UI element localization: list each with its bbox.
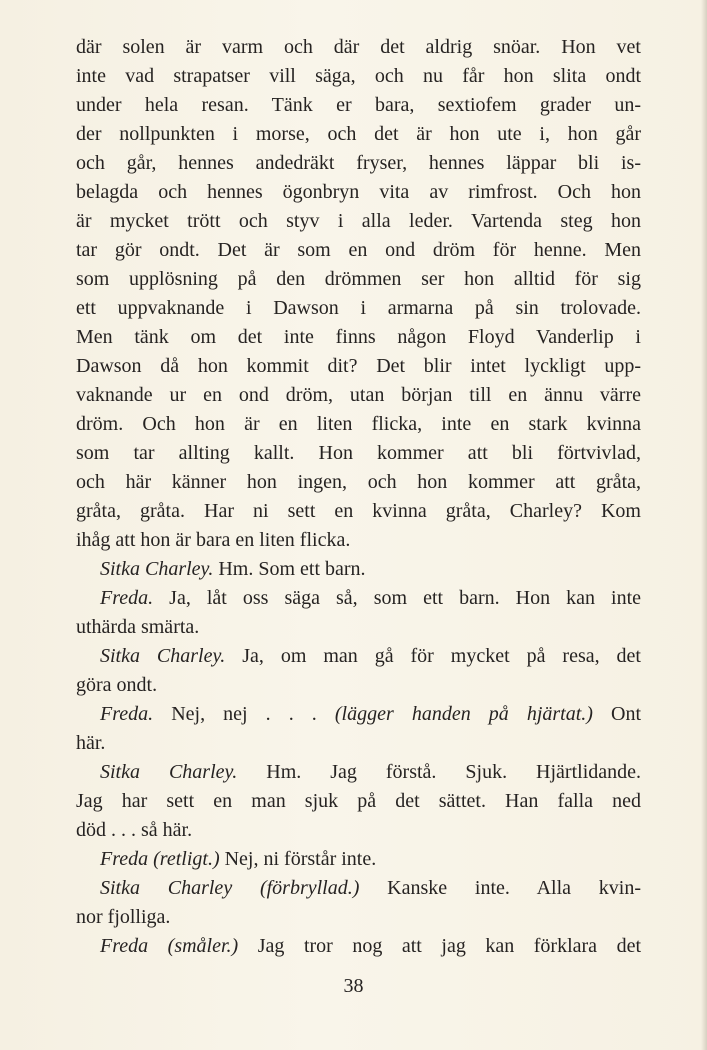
dialogue-text: Ja, om man gå för mycket på resa, det	[242, 645, 641, 667]
dialogue-text: Nej, nej . . .	[171, 703, 317, 725]
text-line: vaknande ur en ond dröm, utan början till en ännu värre	[76, 384, 641, 406]
text-line: och går, hennes andedräkt fryser, hennes läppar bli is-	[76, 152, 641, 174]
text-line: här.	[76, 732, 106, 754]
speaker-name: Sitka Charley.	[100, 558, 214, 580]
dialogue-line	[76, 874, 641, 903]
text-line: och här känner hon ingen, och hon kommer att gråta,	[76, 471, 641, 493]
speaker-name: Sitka Charley.	[100, 761, 238, 783]
speaker-name: Sitka Charley.	[100, 645, 226, 667]
dialogue-line	[76, 555, 641, 584]
dialogue-line	[76, 700, 641, 729]
dialogue-text: Jag tror nog att jag kan förklara det	[257, 935, 641, 957]
speaker-name: Sitka Charley	[100, 877, 233, 899]
speaker-name: Freda.	[100, 703, 154, 725]
text-line: ihåg att hon är bara en liten flicka.	[76, 529, 351, 551]
dialogue-text: Nej, ni förstår inte.	[224, 848, 377, 870]
dialogue-line	[76, 758, 641, 787]
text-line: där solen är varm och där det aldrig snöar. Hon vet	[76, 36, 641, 58]
text-line: gråta, gråta. Har ni sett en kvinna gråta, Charley? Kom	[76, 500, 641, 522]
text-line: under hela resan. Tänk er bara, sextiofem grader un-	[76, 94, 641, 116]
text-line: är mycket trött och styv i alla leder. Vartenda steg hon	[76, 210, 641, 232]
speaker-name: Freda	[100, 848, 149, 870]
stage-direction: (retligt.)	[153, 848, 220, 870]
stage-direction: (förbryllad.)	[259, 877, 360, 899]
text-line: Men tänk om det inte finns någon Floyd Vanderlip i	[76, 326, 641, 348]
dialogue-line	[76, 642, 641, 671]
dialogue-line	[76, 932, 641, 961]
stage-direction: (småler.)	[167, 935, 239, 957]
dialogue-line	[76, 584, 641, 613]
text-line: göra ondt.	[76, 674, 158, 696]
text-line: dröm. Och hon är en liten flicka, inte en stark kvinna	[76, 413, 641, 435]
dialogue-text: Ja, låt oss säga så, som ett barn. Hon kan inte	[169, 587, 641, 609]
dialogue-text: Hm. Som ett barn.	[218, 558, 366, 580]
text-line: ett uppvaknande i Dawson i armarna på sin trolovade.	[76, 297, 641, 319]
text-line: Dawson då hon kommit dit? Det blir intet lyckligt upp-	[76, 355, 641, 377]
text-line: belagda och hennes ögonbryn vita av rimfrost. Och hon	[76, 181, 641, 203]
dialogue-text: Hm. Jag förstå. Sjuk. Hjärtlidande.	[266, 761, 641, 783]
speaker-name: Freda.	[100, 587, 154, 609]
speaker-name: Freda	[100, 935, 149, 957]
dialogue-text: Kanske inte. Alla kvin-	[387, 877, 641, 899]
dialogue-line	[76, 845, 641, 874]
text-line: som upplösning på den drömmen ser hon alltid för sig	[76, 268, 641, 290]
stage-direction: (lägger handen på hjärtat.)	[334, 703, 593, 725]
text-line: der nollpunkten i morse, och det är hon ute i, hon går	[76, 123, 641, 145]
text-line: inte vad strapatser vill säga, och nu får hon slita ondt	[76, 65, 641, 87]
text-line: som tar allting kallt. Hon kommer att bli förtvivlad,	[76, 442, 641, 464]
dialogue-text: Ont	[611, 703, 641, 725]
text-line: död . . . så här.	[76, 819, 193, 841]
page-edge-shadow	[701, 0, 707, 1050]
text-line: uthärda smärta.	[76, 616, 200, 638]
page-text	[76, 33, 641, 961]
text-line: Jag har sett en man sjuk på det sättet. Han falla ned	[76, 790, 641, 812]
page-number: 38	[343, 975, 364, 997]
text-line: tar gör ondt. Det är som en ond dröm för henne. Men	[76, 239, 641, 261]
text-line: nor fjolliga.	[76, 906, 171, 928]
